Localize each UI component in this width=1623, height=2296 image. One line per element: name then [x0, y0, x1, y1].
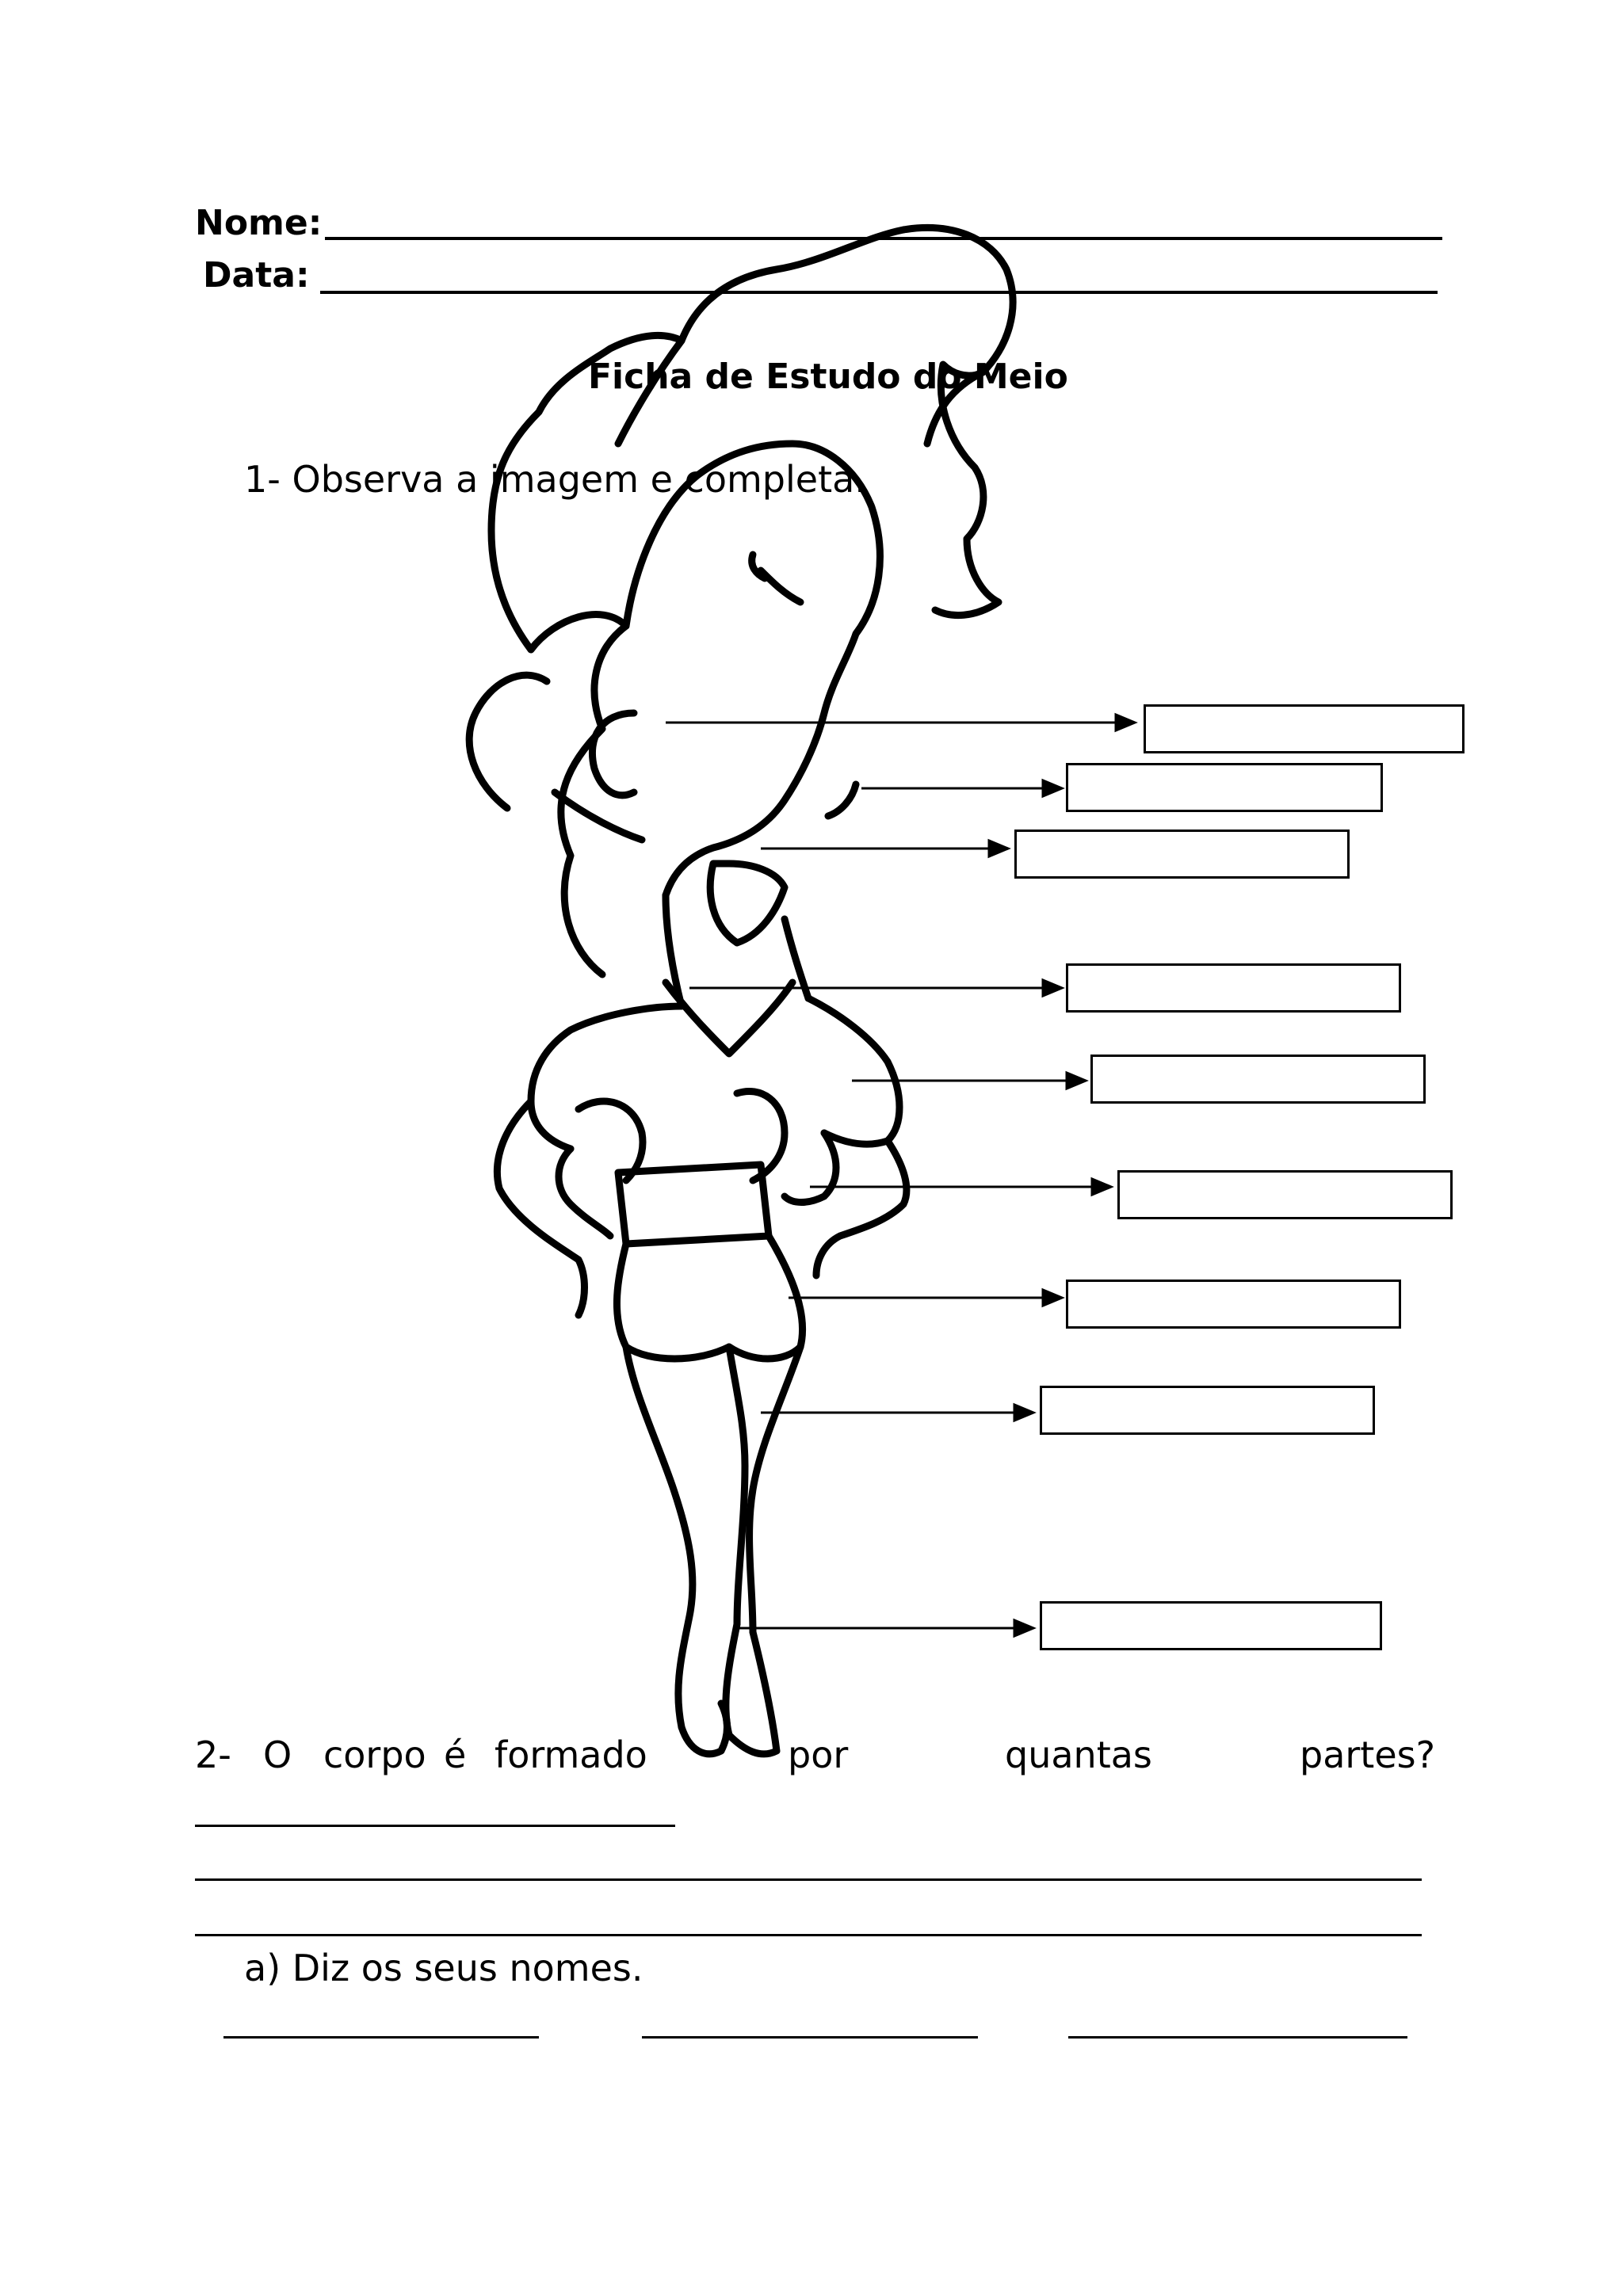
answer-box-3[interactable] — [1014, 830, 1350, 879]
question-2-word: formado — [495, 1733, 647, 1776]
question-2a-text: a) Diz os seus nomes. — [244, 1947, 643, 1989]
answer-box-4[interactable] — [1066, 963, 1401, 1013]
answer-line-short[interactable] — [642, 2036, 978, 2039]
answer-box-1[interactable] — [1144, 704, 1465, 753]
answer-box-6[interactable] — [1117, 1170, 1453, 1219]
question-2-word: por — [788, 1733, 849, 1776]
question-1-text: 1- Observa a imagem e completa. — [244, 458, 866, 501]
question-2-word: O — [263, 1733, 292, 1776]
answer-box-9[interactable] — [1040, 1601, 1382, 1650]
answer-line[interactable] — [195, 1825, 675, 1827]
answer-line-short[interactable] — [1068, 2036, 1407, 2039]
answer-line[interactable] — [195, 1878, 1422, 1881]
question-2-word: 2- — [195, 1733, 231, 1776]
question-2-word: quantas — [1005, 1733, 1152, 1776]
answer-box-8[interactable] — [1040, 1386, 1375, 1435]
answer-line-short[interactable] — [223, 2036, 539, 2039]
name-label: Nome: — [195, 203, 323, 243]
question-2-word: é — [444, 1733, 467, 1776]
date-label: Data: — [203, 255, 310, 296]
answer-box-2[interactable] — [1066, 763, 1383, 812]
question-2-word: partes? — [1300, 1733, 1436, 1776]
answer-line[interactable] — [195, 1934, 1422, 1936]
answer-box-7[interactable] — [1066, 1280, 1401, 1329]
question-2-word: corpo — [323, 1733, 426, 1776]
answer-box-5[interactable] — [1090, 1055, 1426, 1104]
page-title: Ficha de Estudo do Meio — [588, 357, 1068, 397]
